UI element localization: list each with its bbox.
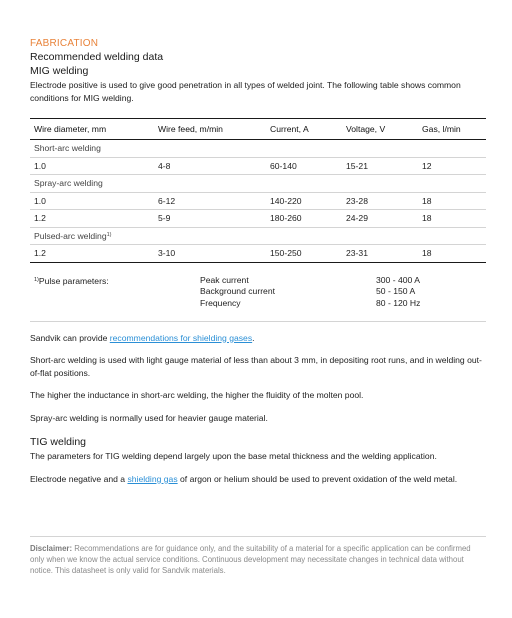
table-header-row xyxy=(30,119,486,140)
table-row xyxy=(30,245,486,263)
cell-current: 140-220 xyxy=(266,192,342,210)
cell-voltage: 15-21 xyxy=(342,157,418,175)
group-row-short-arc xyxy=(30,140,486,158)
cell-wire-feed: 3-10 xyxy=(154,245,266,263)
spray-arc-paragraph: Spray-arc welding is normally used for heavier gauge material. xyxy=(30,412,268,423)
pulse-parameter-values xyxy=(376,275,420,310)
cell-wire-feed: 5-9 xyxy=(154,210,266,228)
col-header-gas: Gas, l/min xyxy=(418,119,486,140)
shielding-gases-link[interactable]: recommendations for shielding gases xyxy=(109,332,253,343)
pulse-parameters-footnote xyxy=(30,275,486,322)
group-label: Short-arc welding xyxy=(30,140,486,158)
tig-paragraph-1: The parameters for TIG welding depend largely upon the base metal thickness and the welding application. xyxy=(30,451,437,461)
col-header-wire-diameter: Wire diameter, mm xyxy=(30,119,154,140)
cell-gas: 18 xyxy=(418,245,486,263)
cell-current: 60-140 xyxy=(266,157,342,175)
cell-gas: 18 xyxy=(418,192,486,210)
cell-current: 150-250 xyxy=(266,245,342,263)
section-label: FABRICATION xyxy=(30,38,99,49)
cell-current: 180-260 xyxy=(266,210,342,228)
group-label-cell xyxy=(30,227,486,245)
col-header-voltage: Voltage, V xyxy=(342,119,418,140)
shielding-paragraph xyxy=(30,332,486,345)
cell-wire-feed: 4-8 xyxy=(154,157,266,175)
param-name-background-current: Background current xyxy=(200,286,275,296)
param-name-peak-current: Peak current xyxy=(200,274,249,285)
cell-gas: 18 xyxy=(418,210,486,228)
param-name-frequency: Frequency xyxy=(200,297,241,308)
inductance-paragraph: The higher the inductance in short-arc welding, the higher the fluidity of the molten pool. xyxy=(30,390,364,400)
col-header-current: Current, A xyxy=(266,119,342,140)
page-title: Recommended welding data xyxy=(30,51,164,63)
disclaimer-label: Disclaimer: xyxy=(30,544,73,553)
table-row xyxy=(30,192,486,210)
footnote-label: Pulse parameters: xyxy=(38,275,109,286)
group-row-spray-arc xyxy=(30,175,486,193)
mig-intro: Electrode positive is used to give good penetration in all types of welded joint. The following table shows common conditions for MIG welding. xyxy=(30,80,461,103)
cell-wire-diameter: 1.2 xyxy=(30,210,154,228)
shielding-suffix: . xyxy=(252,332,255,343)
cell-voltage: 23-28 xyxy=(342,192,418,210)
group-label: Spray-arc welding xyxy=(30,175,486,193)
short-arc-paragraph: Short-arc welding is used with light gauge material of less than about 3 mm, in depositing root runs, and in welding out-of-flat positions. xyxy=(30,355,482,378)
welding-table xyxy=(30,118,486,263)
shielding-gas-link[interactable]: shielding gas xyxy=(127,473,178,484)
datasheet-page xyxy=(30,38,486,485)
tig-paragraph-2 xyxy=(30,473,486,486)
cell-voltage: 24-29 xyxy=(342,210,418,228)
cell-wire-feed: 6-12 xyxy=(154,192,266,210)
tig-text-suffix: of argon or helium should be used to prevent oxidation of the weld metal. xyxy=(177,473,458,484)
param-value-frequency: 80 - 120 Hz xyxy=(376,297,421,308)
footnote-mark: 1) xyxy=(34,276,39,283)
table-row xyxy=(30,210,486,228)
group-row-pulsed-arc xyxy=(30,227,486,245)
footnote-marker: 1) xyxy=(106,231,112,238)
shielding-prefix: Sandvik can provide xyxy=(30,332,110,343)
param-value-background-current: 50 - 150 A xyxy=(376,286,416,296)
param-value-peak-current: 300 - 400 A xyxy=(376,274,420,285)
disclaimer-text: Recommendations are for guidance only, and the suitability of a material for a specific application can be confirmed only when we know the actual service conditions. Continuous development may necessitate changes in technical data without notice. This datasheet is only valid for Sandvik materials. xyxy=(30,544,471,575)
pulse-parameter-names xyxy=(200,275,275,310)
cell-voltage: 23-31 xyxy=(342,245,418,263)
cell-wire-diameter: 1.0 xyxy=(30,157,154,175)
group-label: Pulsed-arc welding xyxy=(34,230,107,241)
tig-heading: TIG welding xyxy=(30,436,87,448)
disclaimer xyxy=(30,536,486,576)
cell-gas: 12 xyxy=(418,157,486,175)
cell-wire-diameter: 1.2 xyxy=(30,245,154,263)
cell-wire-diameter: 1.0 xyxy=(30,192,154,210)
table-row xyxy=(30,157,486,175)
tig-text-prefix: Electrode negative and a xyxy=(30,473,128,484)
mig-heading: MIG welding xyxy=(30,65,89,77)
col-header-wire-feed: Wire feed, m/min xyxy=(154,119,266,140)
footnote-label-wrap xyxy=(34,275,109,288)
